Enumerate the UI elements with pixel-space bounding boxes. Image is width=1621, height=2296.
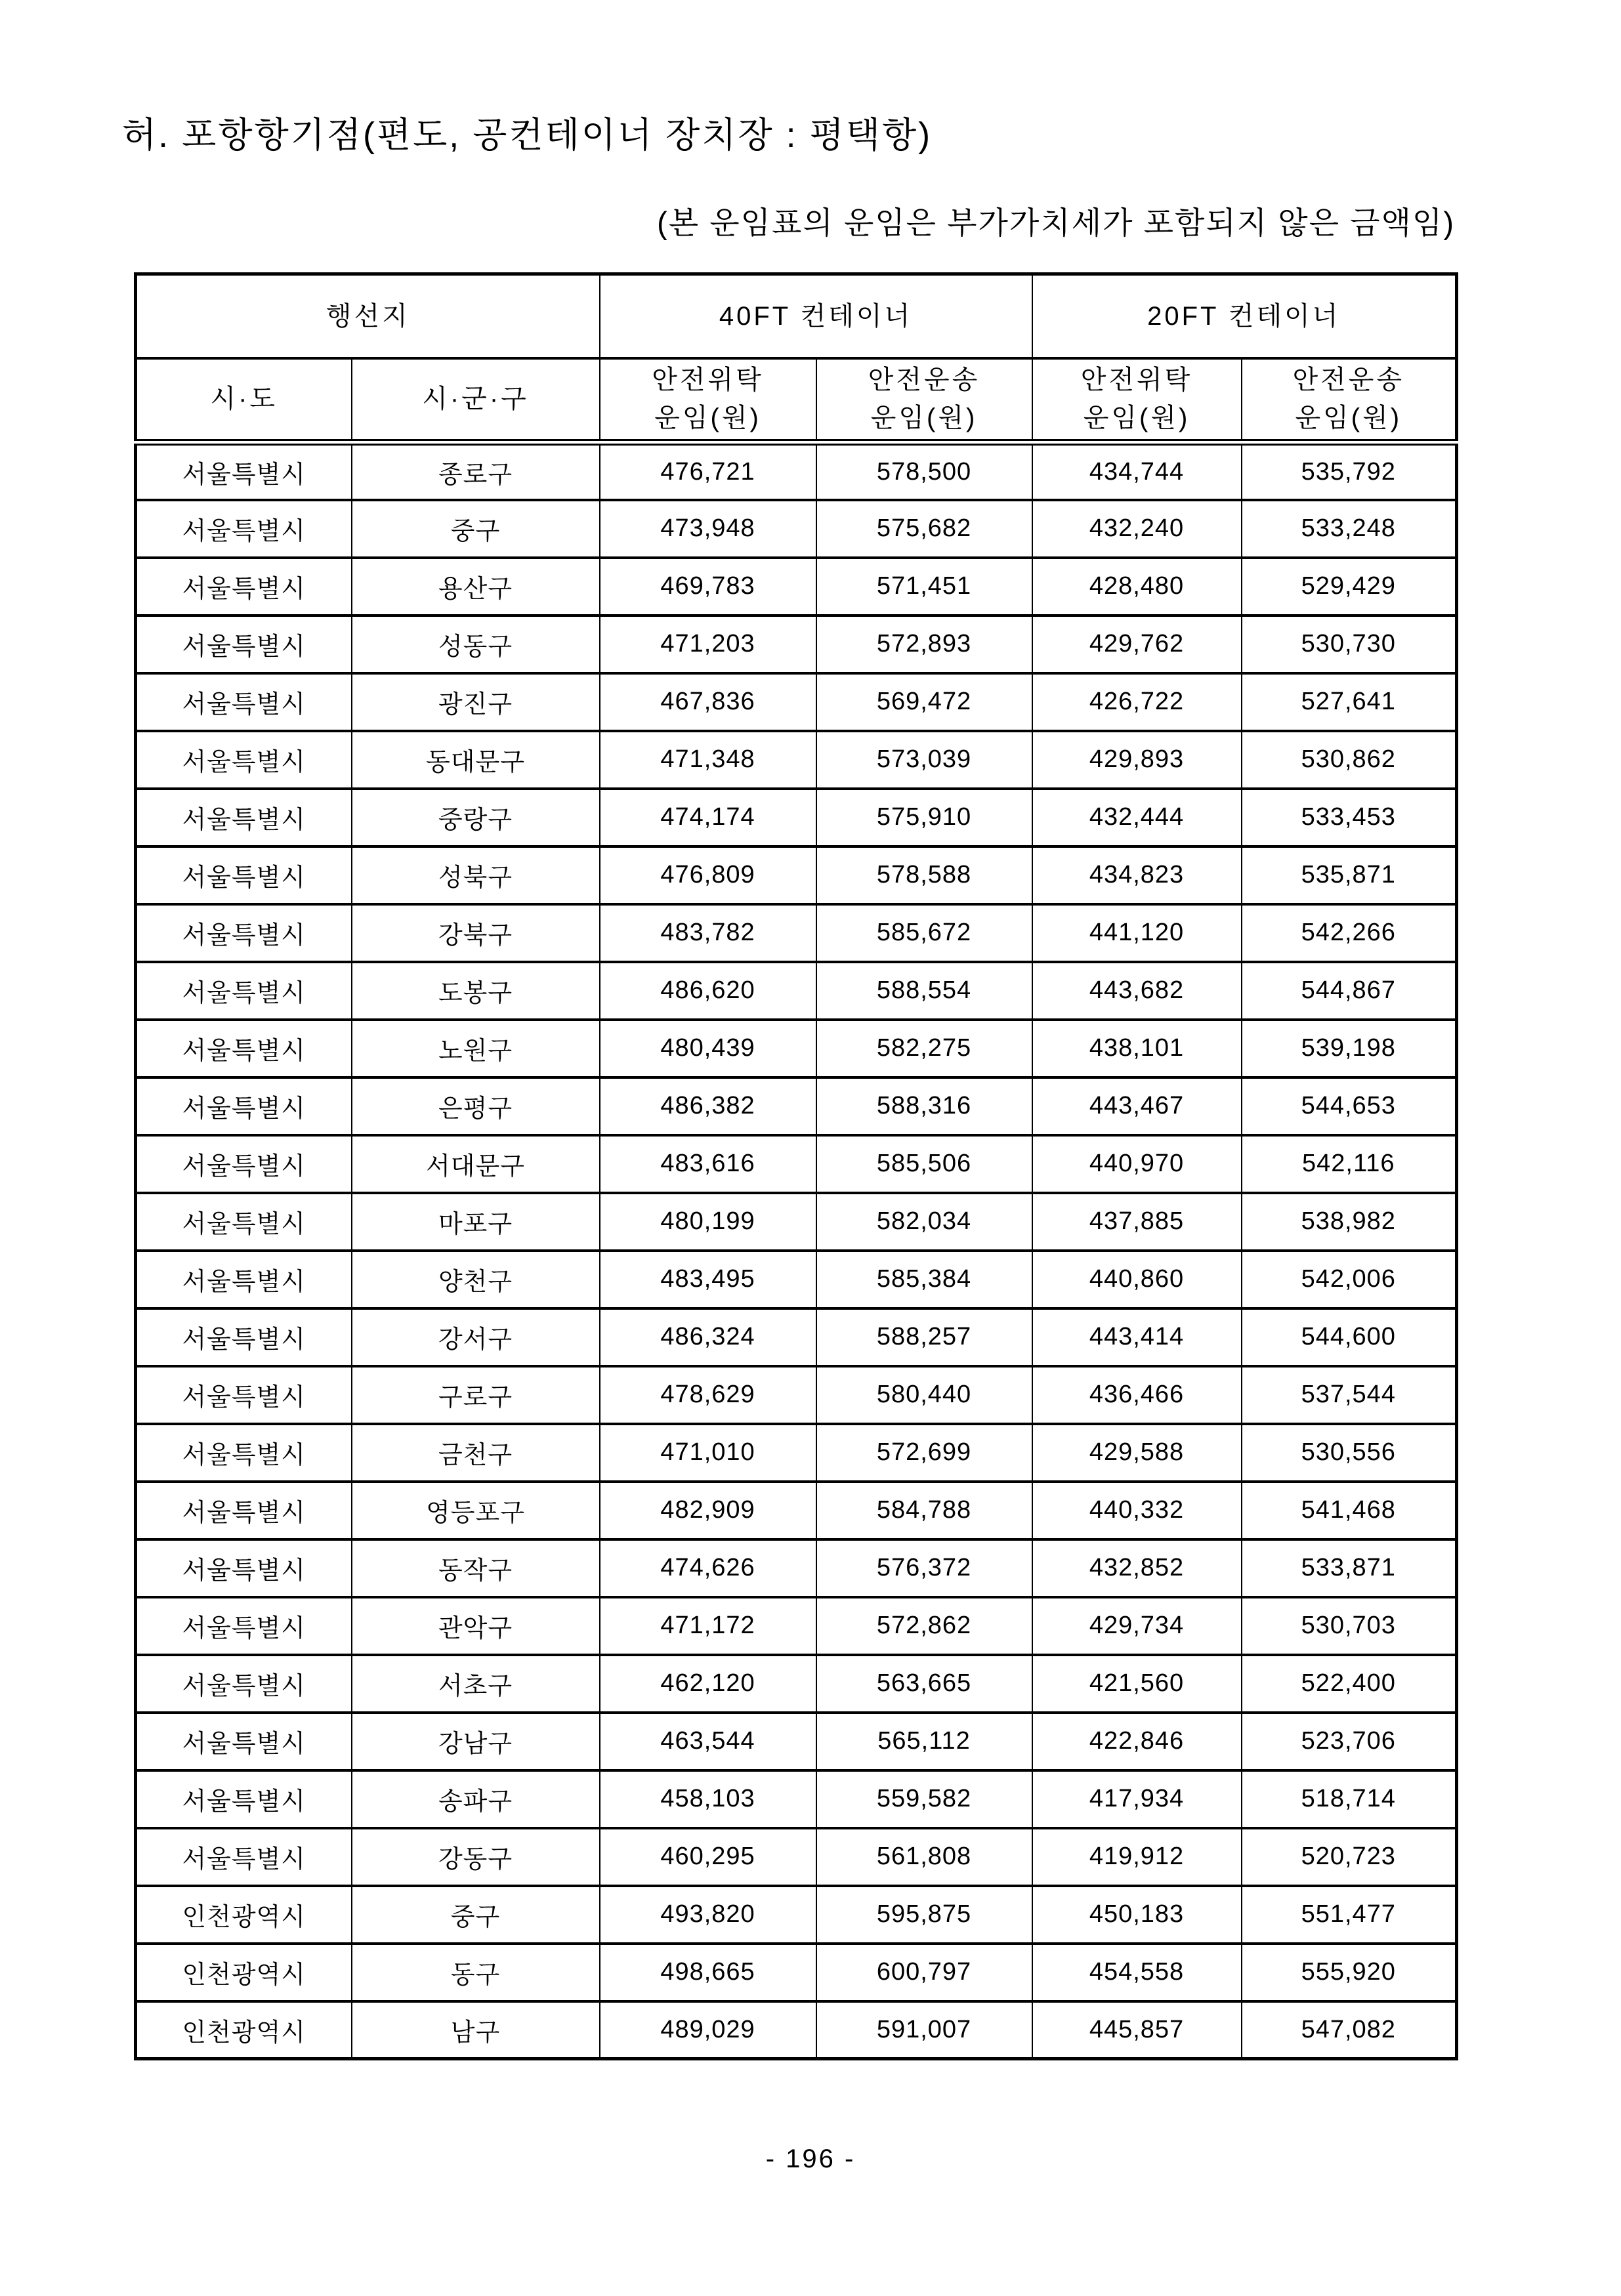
fare-40ft-consign-cell: 458,103	[600, 1770, 816, 1828]
fare-40ft-consign-cell: 469,783	[600, 558, 816, 616]
sigungu-cell: 송파구	[352, 1770, 600, 1828]
fare-20ft-consign-cell: 440,860	[1032, 1251, 1242, 1308]
fare-40ft-consign-cell: 493,820	[600, 1886, 816, 1944]
sido-cell: 서울특별시	[136, 500, 352, 558]
sido-cell: 서울특별시	[136, 1770, 352, 1828]
fare-20ft-consign-cell: 440,970	[1032, 1135, 1242, 1193]
fare-20ft-consign-cell: 421,560	[1032, 1655, 1242, 1713]
sido-cell: 서울특별시	[136, 616, 352, 673]
fare-40ft-transport-cell: 576,372	[816, 1539, 1032, 1597]
fare-40ft-consign-cell: 486,382	[600, 1077, 816, 1135]
fare-40ft-transport-cell: 582,275	[816, 1020, 1032, 1077]
vat-note: (본 운임표의 운임은 부가가치세가 포함되지 않은 금액임)	[657, 205, 1455, 240]
fare-20ft-transport-cell: 533,453	[1242, 789, 1457, 846]
sigungu-cell: 강북구	[352, 904, 600, 962]
fare-20ft-consign-cell: 438,101	[1032, 1020, 1242, 1077]
sigungu-cell: 금천구	[352, 1424, 600, 1482]
header-40ft-consign-fare	[600, 358, 816, 442]
fare-40ft-transport-cell: 575,682	[816, 500, 1032, 558]
fare-20ft-transport-cell: 523,706	[1242, 1713, 1457, 1770]
table-row	[136, 1251, 1457, 1308]
fare-40ft-transport-cell: 578,500	[816, 442, 1032, 500]
sido-cell: 서울특별시	[136, 962, 352, 1020]
fare-40ft-transport-cell: 582,034	[816, 1193, 1032, 1251]
table-row	[136, 1366, 1457, 1424]
fare-20ft-transport-cell: 530,703	[1242, 1597, 1457, 1655]
sido-cell: 서울특별시	[136, 1482, 352, 1539]
fare-40ft-consign-cell: 476,721	[600, 442, 816, 500]
sigungu-cell: 광진구	[352, 673, 600, 731]
fare-20ft-consign-cell: 428,480	[1032, 558, 1242, 616]
fare-40ft-consign-cell: 471,010	[600, 1424, 816, 1482]
fare-40ft-consign-cell: 486,620	[600, 962, 816, 1020]
sido-cell: 서울특별시	[136, 1424, 352, 1482]
fare-40ft-consign-cell: 476,809	[600, 846, 816, 904]
fare-20ft-transport-cell: 542,266	[1242, 904, 1457, 962]
sigungu-cell: 서초구	[352, 1655, 600, 1713]
fare-20ft-consign-cell: 422,846	[1032, 1713, 1242, 1770]
table-row	[136, 1713, 1457, 1770]
fare-20ft-consign-cell: 419,912	[1032, 1828, 1242, 1886]
fare-40ft-transport-cell: 572,699	[816, 1424, 1032, 1482]
sigungu-cell: 은평구	[352, 1077, 600, 1135]
fare-40ft-consign-cell: 463,544	[600, 1713, 816, 1770]
table-row	[136, 1308, 1457, 1366]
fare-20ft-transport-cell: 530,556	[1242, 1424, 1457, 1482]
fare-20ft-transport-cell: 544,867	[1242, 962, 1457, 1020]
sigungu-cell: 도봉구	[352, 962, 600, 1020]
fare-20ft-consign-cell: 434,744	[1032, 442, 1242, 500]
fare-20ft-consign-cell: 429,734	[1032, 1597, 1242, 1655]
sido-cell: 서울특별시	[136, 1539, 352, 1597]
table-row	[136, 1655, 1457, 1713]
fare-20ft-consign-cell: 436,466	[1032, 1366, 1242, 1424]
sigungu-cell: 남구	[352, 2001, 600, 2059]
sido-cell: 인천광역시	[136, 2001, 352, 2059]
sigungu-cell: 노원구	[352, 1020, 600, 1077]
header-20ft-container: 20FT 컨테이너	[1032, 274, 1457, 358]
sido-cell: 서울특별시	[136, 1828, 352, 1886]
table-row	[136, 962, 1457, 1020]
fare-20ft-transport-cell: 518,714	[1242, 1770, 1457, 1828]
sigungu-cell: 성북구	[352, 846, 600, 904]
fare-20ft-transport-cell: 544,600	[1242, 1308, 1457, 1366]
sido-cell: 서울특별시	[136, 1251, 352, 1308]
fare-20ft-consign-cell: 429,893	[1032, 731, 1242, 789]
fare-20ft-transport-cell: 529,429	[1242, 558, 1457, 616]
fare-table-body	[136, 442, 1457, 2059]
sigungu-cell: 마포구	[352, 1193, 600, 1251]
sido-cell: 서울특별시	[136, 1366, 352, 1424]
sido-cell: 서울특별시	[136, 1077, 352, 1135]
table-row	[136, 904, 1457, 962]
fare-20ft-transport-cell: 542,006	[1242, 1251, 1457, 1308]
header-sub-row	[136, 358, 1457, 442]
fare-20ft-consign-cell: 417,934	[1032, 1770, 1242, 1828]
sido-cell: 서울특별시	[136, 1597, 352, 1655]
fare-40ft-transport-cell: 588,257	[816, 1308, 1032, 1366]
table-row	[136, 846, 1457, 904]
table-row	[136, 616, 1457, 673]
fare-40ft-consign-cell: 486,324	[600, 1308, 816, 1366]
fare-40ft-transport-cell: 559,582	[816, 1770, 1032, 1828]
fare-unit-label: 운임(원)	[1295, 404, 1402, 432]
table-row	[136, 558, 1457, 616]
sigungu-cell: 동구	[352, 1944, 600, 2001]
table-row	[136, 1597, 1457, 1655]
table-row	[136, 1020, 1457, 1077]
header-sido: 시·도	[136, 358, 352, 442]
fare-20ft-consign-cell: 440,332	[1032, 1482, 1242, 1539]
table-row	[136, 1482, 1457, 1539]
sido-cell: 서울특별시	[136, 1193, 352, 1251]
fare-40ft-transport-cell: 565,112	[816, 1713, 1032, 1770]
fare-20ft-transport-cell: 522,400	[1242, 1655, 1457, 1713]
fare-40ft-transport-cell: 585,384	[816, 1251, 1032, 1308]
fare-20ft-consign-cell: 432,444	[1032, 789, 1242, 846]
fare-40ft-consign-cell: 474,626	[600, 1539, 816, 1597]
sido-cell: 서울특별시	[136, 846, 352, 904]
fare-20ft-transport-cell: 535,792	[1242, 442, 1457, 500]
header-group-row	[136, 274, 1457, 358]
table-row	[136, 1539, 1457, 1597]
fare-20ft-transport-cell: 533,248	[1242, 500, 1457, 558]
fare-20ft-consign-cell: 432,240	[1032, 500, 1242, 558]
sigungu-cell: 용산구	[352, 558, 600, 616]
sido-cell: 서울특별시	[136, 1713, 352, 1770]
fare-40ft-transport-cell: 575,910	[816, 789, 1032, 846]
fare-40ft-consign-cell: 498,665	[600, 1944, 816, 2001]
fare-20ft-consign-cell: 441,120	[1032, 904, 1242, 962]
header-40ft-transport-fare	[816, 358, 1032, 442]
fare-40ft-consign-cell: 480,439	[600, 1020, 816, 1077]
fare-20ft-consign-cell: 445,857	[1032, 2001, 1242, 2059]
sigungu-cell: 동작구	[352, 1539, 600, 1597]
sido-cell: 서울특별시	[136, 558, 352, 616]
fare-unit-label: 운임(원)	[870, 404, 978, 432]
fare-40ft-consign-cell: 483,495	[600, 1251, 816, 1308]
sido-cell: 서울특별시	[136, 1655, 352, 1713]
fare-40ft-consign-cell: 480,199	[600, 1193, 816, 1251]
header-destination: 행선지	[136, 274, 600, 358]
sido-cell: 인천광역시	[136, 1886, 352, 1944]
fare-40ft-consign-cell: 482,909	[600, 1482, 816, 1539]
fare-20ft-consign-cell: 429,588	[1032, 1424, 1242, 1482]
fare-40ft-consign-cell: 462,120	[600, 1655, 816, 1713]
fare-20ft-consign-cell: 443,467	[1032, 1077, 1242, 1135]
fare-40ft-transport-cell: 571,451	[816, 558, 1032, 616]
fare-20ft-transport-cell: 539,198	[1242, 1020, 1457, 1077]
sigungu-cell: 중랑구	[352, 789, 600, 846]
table-row	[136, 500, 1457, 558]
sido-cell: 서울특별시	[136, 789, 352, 846]
table-row	[136, 1886, 1457, 1944]
sigungu-cell: 강서구	[352, 1308, 600, 1366]
sigungu-cell: 성동구	[352, 616, 600, 673]
sigungu-cell: 서대문구	[352, 1135, 600, 1193]
fare-table	[134, 272, 1458, 2060]
table-row	[136, 1770, 1457, 1828]
fare-20ft-transport-cell: 537,544	[1242, 1366, 1457, 1424]
fare-40ft-transport-cell: 591,007	[816, 2001, 1032, 2059]
table-row	[136, 442, 1457, 500]
fare-40ft-consign-cell: 471,203	[600, 616, 816, 673]
fare-table-header	[136, 274, 1457, 442]
fare-20ft-consign-cell: 434,823	[1032, 846, 1242, 904]
fare-20ft-transport-cell: 551,477	[1242, 1886, 1457, 1944]
table-row	[136, 731, 1457, 789]
fare-40ft-transport-cell: 563,665	[816, 1655, 1032, 1713]
fare-20ft-consign-cell: 429,762	[1032, 616, 1242, 673]
sigungu-cell: 관악구	[352, 1597, 600, 1655]
consign-label: 안전위탁	[1080, 365, 1193, 394]
fare-40ft-transport-cell: 573,039	[816, 731, 1032, 789]
fare-20ft-transport-cell: 530,730	[1242, 616, 1457, 673]
fare-40ft-consign-cell: 467,836	[600, 673, 816, 731]
fare-40ft-consign-cell: 483,782	[600, 904, 816, 962]
sigungu-cell: 중구	[352, 500, 600, 558]
table-row	[136, 1135, 1457, 1193]
fare-40ft-transport-cell: 578,588	[816, 846, 1032, 904]
page-title: 허. 포항항기점(편도, 공컨테이너 장치장 : 평택항)	[122, 115, 933, 155]
sido-cell: 서울특별시	[136, 1135, 352, 1193]
fare-40ft-consign-cell: 473,948	[600, 500, 816, 558]
header-20ft-consign-fare	[1032, 358, 1242, 442]
fare-20ft-transport-cell: 542,116	[1242, 1135, 1457, 1193]
fare-20ft-transport-cell: 538,982	[1242, 1193, 1457, 1251]
sigungu-cell: 강동구	[352, 1828, 600, 1886]
sigungu-cell: 강남구	[352, 1713, 600, 1770]
fare-40ft-transport-cell: 588,554	[816, 962, 1032, 1020]
fare-20ft-consign-cell: 454,558	[1032, 1944, 1242, 2001]
sido-cell: 서울특별시	[136, 673, 352, 731]
table-row	[136, 1828, 1457, 1886]
fare-unit-label: 운임(원)	[654, 404, 761, 432]
sido-cell: 서울특별시	[136, 731, 352, 789]
table-row	[136, 1193, 1457, 1251]
sigungu-cell: 중구	[352, 1886, 600, 1944]
fare-20ft-transport-cell: 530,862	[1242, 731, 1457, 789]
fare-20ft-transport-cell: 541,468	[1242, 1482, 1457, 1539]
sigungu-cell: 양천구	[352, 1251, 600, 1308]
fare-40ft-transport-cell: 588,316	[816, 1077, 1032, 1135]
fare-40ft-transport-cell: 595,875	[816, 1886, 1032, 1944]
fare-40ft-consign-cell: 471,172	[600, 1597, 816, 1655]
fare-40ft-consign-cell: 471,348	[600, 731, 816, 789]
transport-label: 안전운송	[868, 365, 980, 394]
fare-40ft-transport-cell: 572,862	[816, 1597, 1032, 1655]
table-row	[136, 789, 1457, 846]
transport-label: 안전운송	[1292, 365, 1405, 394]
sido-cell: 서울특별시	[136, 442, 352, 500]
sido-cell: 인천광역시	[136, 1944, 352, 2001]
fare-40ft-transport-cell: 585,506	[816, 1135, 1032, 1193]
fare-20ft-transport-cell: 544,653	[1242, 1077, 1457, 1135]
sigungu-cell: 종로구	[352, 442, 600, 500]
sido-cell: 서울특별시	[136, 904, 352, 962]
fare-20ft-consign-cell: 443,682	[1032, 962, 1242, 1020]
fare-40ft-transport-cell: 600,797	[816, 1944, 1032, 2001]
fare-40ft-transport-cell: 572,893	[816, 616, 1032, 673]
fare-20ft-transport-cell: 555,920	[1242, 1944, 1457, 2001]
sigungu-cell: 동대문구	[352, 731, 600, 789]
fare-40ft-consign-cell: 460,295	[600, 1828, 816, 1886]
fare-unit-label: 운임(원)	[1083, 404, 1190, 432]
page-number: - 196 -	[765, 2144, 856, 2173]
header-40ft-container: 40FT 컨테이너	[600, 274, 1032, 358]
table-row	[136, 1424, 1457, 1482]
fare-20ft-transport-cell: 535,871	[1242, 846, 1457, 904]
table-row	[136, 1944, 1457, 2001]
table-row	[136, 2001, 1457, 2059]
fare-40ft-transport-cell: 585,672	[816, 904, 1032, 962]
fare-20ft-consign-cell: 443,414	[1032, 1308, 1242, 1366]
fare-20ft-consign-cell: 437,885	[1032, 1193, 1242, 1251]
fare-20ft-transport-cell: 527,641	[1242, 673, 1457, 731]
fare-40ft-transport-cell: 580,440	[816, 1366, 1032, 1424]
fare-20ft-consign-cell: 450,183	[1032, 1886, 1242, 1944]
fare-20ft-consign-cell: 426,722	[1032, 673, 1242, 731]
fare-40ft-consign-cell: 489,029	[600, 2001, 816, 2059]
fare-40ft-transport-cell: 561,808	[816, 1828, 1032, 1886]
fare-20ft-transport-cell: 547,082	[1242, 2001, 1457, 2059]
sido-cell: 서울특별시	[136, 1308, 352, 1366]
table-row	[136, 1077, 1457, 1135]
fare-20ft-consign-cell: 432,852	[1032, 1539, 1242, 1597]
header-sigungu: 시·군·구	[352, 358, 600, 442]
fare-40ft-transport-cell: 584,788	[816, 1482, 1032, 1539]
fare-40ft-consign-cell: 478,629	[600, 1366, 816, 1424]
sido-cell: 서울특별시	[136, 1020, 352, 1077]
consign-label: 안전위탁	[652, 365, 764, 394]
fare-40ft-consign-cell: 483,616	[600, 1135, 816, 1193]
sigungu-cell: 구로구	[352, 1366, 600, 1424]
fare-40ft-consign-cell: 474,174	[600, 789, 816, 846]
fare-20ft-transport-cell: 533,871	[1242, 1539, 1457, 1597]
fare-20ft-transport-cell: 520,723	[1242, 1828, 1457, 1886]
fare-40ft-transport-cell: 569,472	[816, 673, 1032, 731]
header-20ft-transport-fare	[1242, 358, 1457, 442]
sigungu-cell: 영등포구	[352, 1482, 600, 1539]
table-row	[136, 673, 1457, 731]
